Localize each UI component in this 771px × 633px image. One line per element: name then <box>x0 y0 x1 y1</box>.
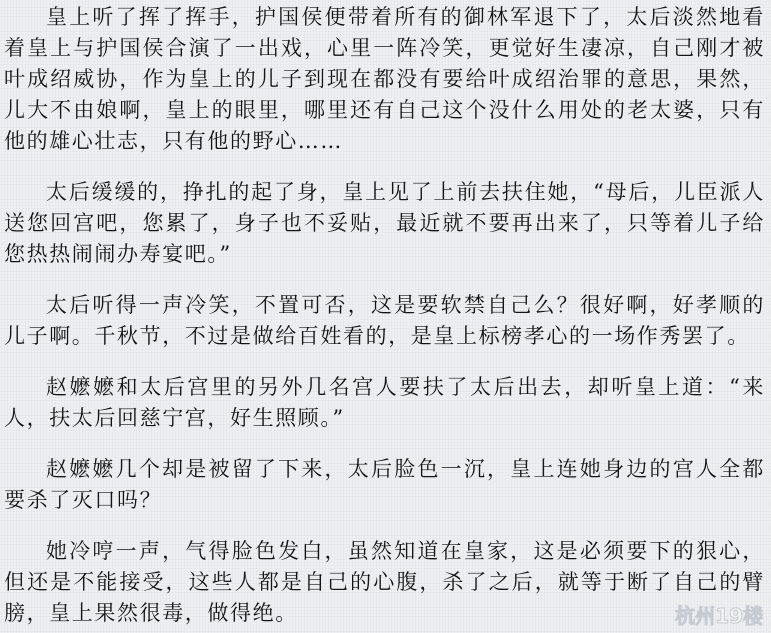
paragraph-4: 赵嬷嬷和太后宫里的另外几名宫人要扶了太后出去，却听皇上道：“来人，扶太后回慈宁宫，好生照顾。” <box>4 375 765 430</box>
watermark-logo-icon <box>645 601 765 629</box>
paragraph-6: 她冷哼一声，气得脸色发白，虽然知道在皇家，这是必须要下的狠心，但还是不能接受，这些人都是自己的心腹，杀了之后，就等于断了自己的臂膀，皇上果然很毒，做得绝。 <box>4 539 765 625</box>
paragraph-1: 皇上听了挥了挥手，护国侯便带着所有的御林军退下了，太后淡然地看着皇上与护国侯合演了一出戏，心里一阵冷笑，更觉好生凄凉，自己刚才被叶成绍威协，作为皇上的儿子到现在都没有要给叶成绍治罪的意思，果然，儿大不由娘啊，皇上的眼里，哪里还有自己这个没什么用处的老太婆，只有他的雄心壮志，只有他的野心…… <box>4 5 765 153</box>
paragraph-2: 太后缓缓的，挣扎的起了身，皇上见了上前去扶住她，“母后，儿臣派人送您回宫吧，您累了，身子也不妥贴，最近就不要再出来了，只等着儿子给您热热闹闹办寿宴吧。” <box>4 180 765 266</box>
site-watermark <box>645 601 765 629</box>
paragraph-5: 赵嬷嬷几个却是被留了下来，太后脸色一沉，皇上连她身边的宫人全都要杀了灭口吗？ <box>4 457 765 512</box>
paragraph-3: 太后听得一声冷笑，不置可否，这是要软禁自己么？很好啊，好孝顺的儿子啊。千秋节，不过是做给百姓看的，是皇上标榜孝心的一场作秀罢了。 <box>4 293 765 348</box>
watermark-text: 杭州19楼 <box>675 604 763 628</box>
